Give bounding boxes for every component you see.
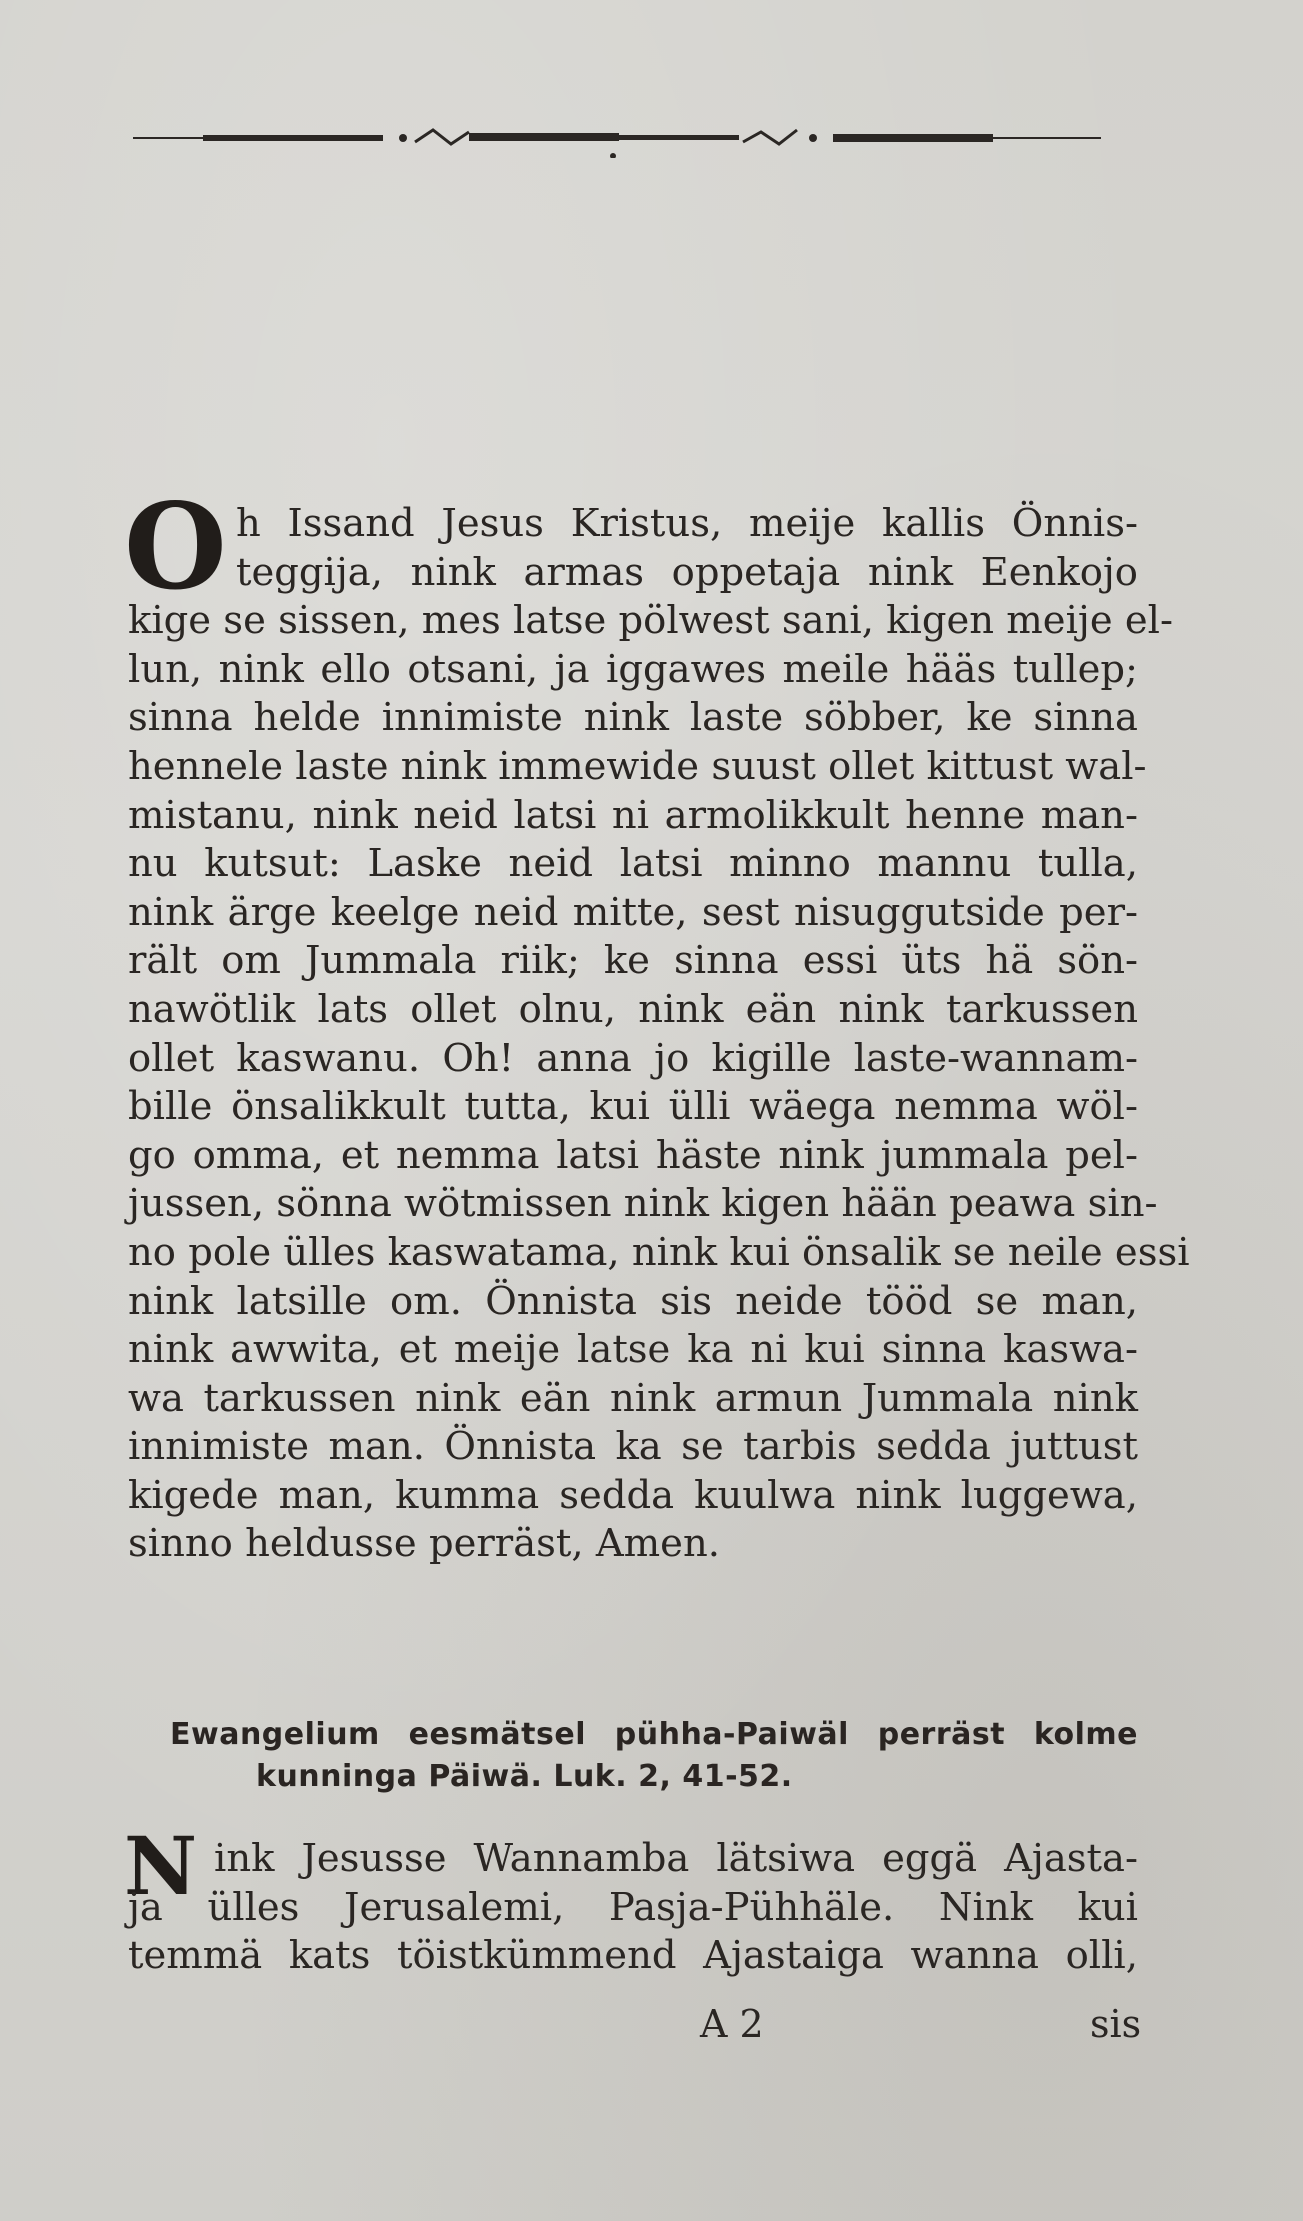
prayer-line: kige se sissen, mes latse pölwest sani, kigen meije el-: [128, 598, 1173, 644]
catchword: sis: [1090, 2002, 1142, 2046]
prayer-line: jussen, sönna wötmissen nink kigen hään peawa sin-: [128, 1181, 1158, 1227]
prayer-line: nu kutsut: Laske neid latsi minno mannu tulla,: [128, 841, 1138, 887]
gospel-line: ink Jesusse Wannamba lätsiwa eggä Ajasta-: [214, 1836, 1138, 1881]
prayer-line: wa tarkussen nink eän nink armun Jummala nink: [128, 1375, 1138, 1421]
show-through-text: [170, 195, 1140, 495]
prayer-line: bille önsalikkult tutta, kui ülli wäega nemma wöl-: [128, 1084, 1138, 1130]
prayer-line: lun, nink ello otsani, ja iggawes meile hääs tullep;: [128, 646, 1138, 692]
signature-mark: A 2: [700, 2002, 764, 2046]
gospel-heading-line: kunninga Päiwä. Luk. 2, 41-52.: [256, 1759, 793, 1794]
prayer-line: nink ärge keelge neid mitte, sest nisuggutside per-: [128, 889, 1138, 935]
prayer-line: no pole ülles kaswatama, nink kui önsalik se neile essi: [128, 1229, 1190, 1275]
gospel-heading-line: Ewangelium eesmätsel pühha-Paiwäl perräst kolme: [170, 1717, 1138, 1752]
prayer-line: nink latsille om. Önnista sis neide tööd se man,: [128, 1278, 1138, 1324]
prayer-line: sinno heldusse perräst, Amen.: [128, 1521, 720, 1567]
prayer-line: ollet kaswanu. Oh! anna jo kigille laste-wannam-: [128, 1035, 1138, 1081]
prayer-line: sinna helde innimiste nink laste söbber, ke sinna: [128, 695, 1138, 741]
prayer-line: rält om Jummala riik; ke sinna essi üts hä sön-: [128, 938, 1138, 984]
prayer-line: teggija, nink armas oppetaja nink Eenkojo: [236, 549, 1138, 595]
prayer-dropcap: O: [124, 477, 227, 616]
prayer-line: kigede man, kumma sedda kuulwa nink luggewa,: [128, 1472, 1138, 1518]
gospel-paragraph: [128, 1835, 1138, 1981]
prayer-line: h Issand Jesus Kristus, meije kallis Önnis-: [236, 501, 1138, 546]
gospel-dropcap: N: [124, 1819, 198, 1913]
prayer-line: mistanu, nink neid latsi ni armolikkult henne man-: [128, 792, 1138, 838]
headpiece-rule-ornament: [133, 118, 1101, 158]
prayer-line: innimiste man. Önnista ka se tarbis sedda juttust: [128, 1424, 1138, 1470]
prayer-line: go omma, et nemma latsi häste nink jummala pel-: [128, 1132, 1138, 1178]
prayer-line: hennele laste nink immewide suust ollet kittust wal-: [128, 743, 1147, 789]
prayer-line: nink awwita, et meije latse ka ni kui sinna kaswa-: [128, 1327, 1138, 1373]
prayer-line: nawötlik lats ollet olnu, nink eän nink tarkussen: [128, 986, 1138, 1032]
gospel-line: temmä kats töistkümmend Ajastaiga wanna olli,: [128, 1933, 1138, 1979]
prayer-paragraph: [128, 500, 1190, 1569]
gospel-heading: [170, 1714, 1138, 1798]
gospel-line: ja ülles Jerusalemi, Pasja-Pühhäle. Nink kui: [128, 1884, 1138, 1930]
